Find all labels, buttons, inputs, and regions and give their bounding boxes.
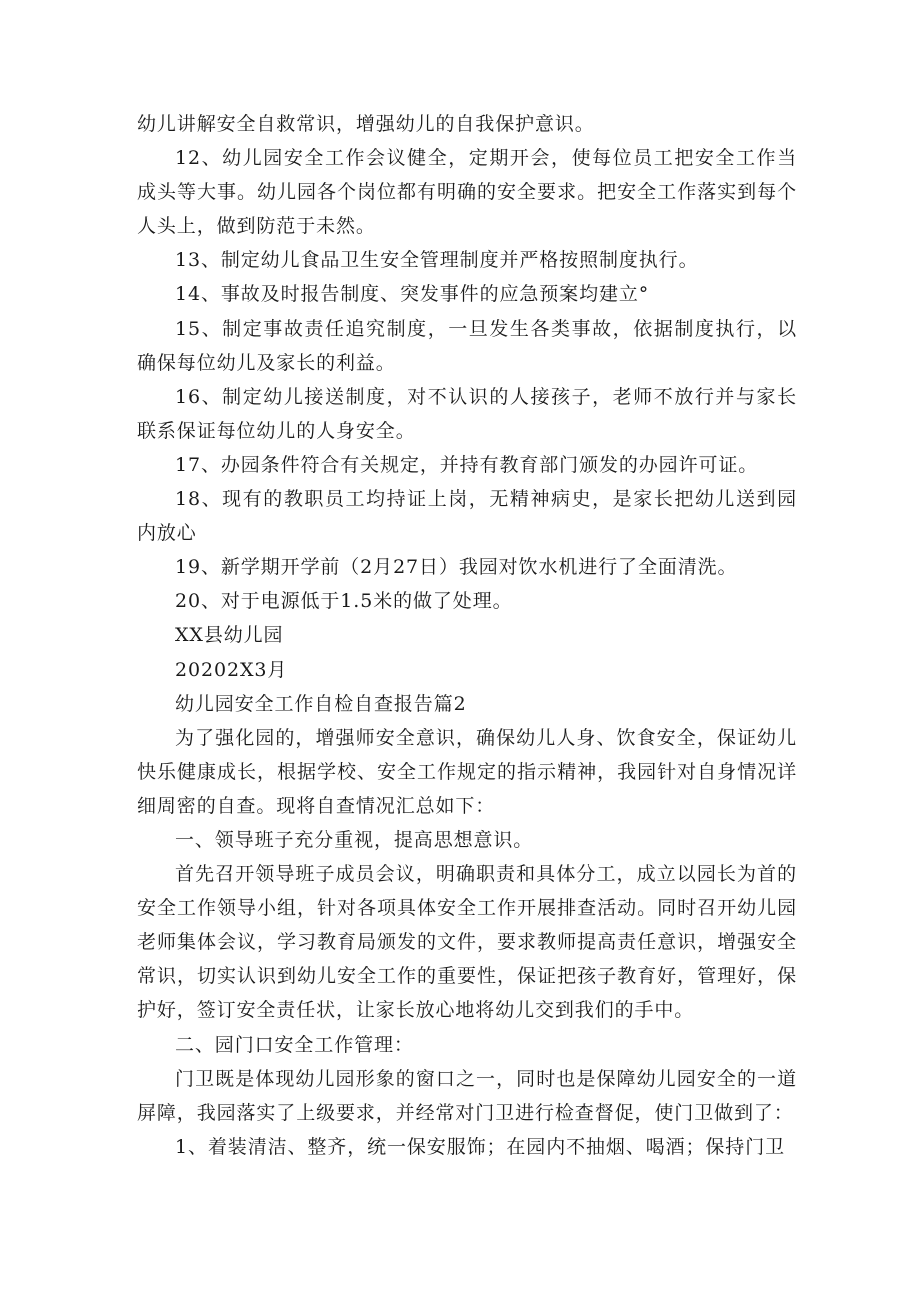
section-heading: 幼儿园安全工作自检自查报告篇2 <box>175 692 467 715</box>
paragraph-leadership-details: 首先召开领导班子成员会议，明确职责和具体分工，成立以园长为首的安全工作领导小组，针对各项具体安全工作开展排查活动。同时召开幼儿园老师集体会议，学习教育局颁发的文件，要求教师提高责任意识，增强安全常识，切实认识到幼儿安全工作的重要性，保证把孩子教育好，管理好，保护好，签订安全责任状，让家长放心地将幼儿交到我们的手中。 <box>137 863 797 1022</box>
paragraph-heading-one: 一、领导班子充分重视，提高思想意识。 <box>175 828 534 851</box>
paragraph-item-13: 13、制定幼儿食品卫生安全管理制度并严格按照制度执行。 <box>175 249 699 272</box>
paragraph-item-16: 16、制定幼儿接送制度，对不认识的人接孩子，老师不放行并与家长联系保证每位幼儿的人身安全。 <box>137 385 797 442</box>
signature-organization: XX县幼儿园 <box>175 624 284 647</box>
paragraph-intro-continuation: 幼儿讲解安全自救常识，增强幼儿的自我保护意识。 <box>137 113 595 135</box>
paragraph-item-19: 19、新学期开学前（2月27日）我园对饮水机进行了全面清洗。 <box>175 556 738 579</box>
paragraph-section2-intro: 为了强化园的，增强师安全意识，确保幼儿人身、饮食安全，保证幼儿快乐健康成长，根据学校、安全工作规定的指示精神，我园针对自身情况详细周密的自查。现将自查情况汇总如下： <box>137 726 797 817</box>
paragraph-item-12: 12、幼儿园安全工作会议健全，定期开会，使每位员工把安全工作当成头等大事。幼儿园各个岗位都有明确的安全要求。把安全工作落实到每个人头上，做到防范于未然。 <box>137 147 797 238</box>
paragraph-item-20: 20、对于电源低于1.5米的做了处理。 <box>175 590 513 613</box>
paragraph-item-17: 17、办园条件符合有关规定，并持有教育部门颁发的办园许可证。 <box>175 453 759 476</box>
document-body <box>137 107 797 1164</box>
paragraph-item-15: 15、制定事故责任追究制度，一旦发生各类事故，依据制度执行，以确保每位幼儿及家长的利益。 <box>137 317 797 374</box>
paragraph-heading-two: 二、园门口安全工作管理： <box>175 1033 414 1056</box>
paragraph-item-18: 18、现有的教职员工均持证上岗，无精神病史，是家长把幼儿送到园内放心 <box>137 488 797 545</box>
signature-date: 20202X3月 <box>175 658 288 681</box>
paragraph-gate-guard: 门卫既是体现幼儿园形象的窗口之一，同时也是保障幼儿园安全的一道屏障，我园落实了上级要求，并经常对门卫进行检查督促，使门卫做到了： <box>137 1067 797 1124</box>
paragraph-item-14: 14、事故及时报告制度、突发事件的应急预案均建立° <box>175 283 650 306</box>
paragraph-guard-item-1: 1、着装清洁、整齐，统一保安服饰；在园内不抽烟、喝酒；保持门卫 <box>175 1135 785 1158</box>
